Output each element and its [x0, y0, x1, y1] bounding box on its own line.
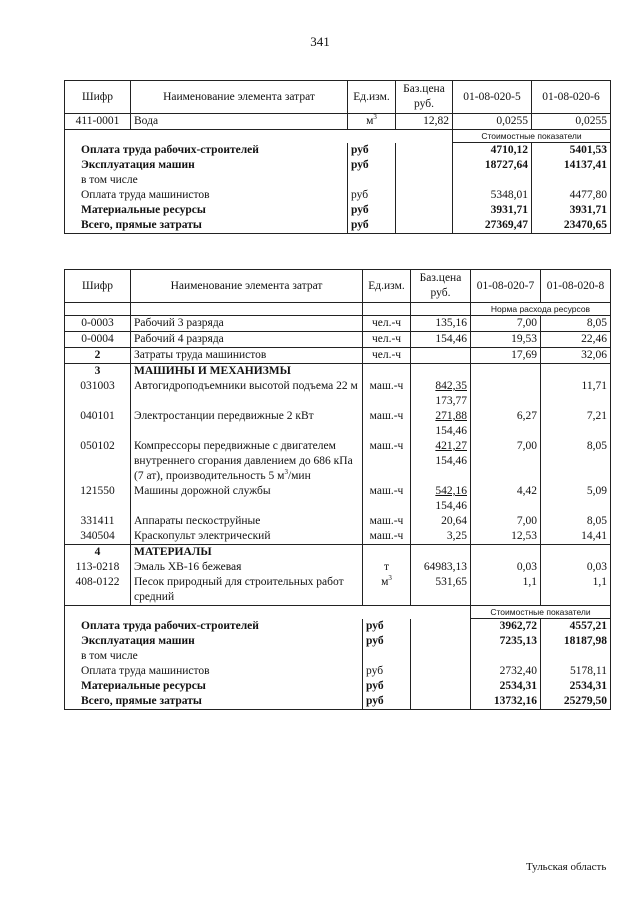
row-price	[411, 545, 471, 561]
cost-unit: руб	[363, 679, 411, 694]
row-unit: маш.-ч	[363, 439, 411, 484]
row-unit: чел.-ч	[363, 332, 411, 348]
section-code: 3	[65, 364, 131, 380]
row-price: 12,82	[396, 114, 453, 130]
row-unit: маш.-ч	[363, 484, 411, 514]
cost-value-1: 5348,01	[453, 188, 532, 203]
row-price: 542,16 154,46	[411, 484, 471, 514]
resource-table-1	[64, 80, 611, 234]
row-unit	[363, 545, 411, 561]
cost-row	[65, 649, 611, 664]
cost-unit: руб	[348, 158, 396, 173]
header-name: Наименование элемента затрат	[131, 270, 363, 303]
cost-empty	[411, 679, 471, 694]
cost-value-1: 2732,40	[471, 664, 541, 679]
table-row	[65, 379, 611, 409]
section-title: МАТЕРИАЛЫ	[131, 545, 363, 561]
cost-unit: руб	[348, 143, 396, 159]
norm-label-row	[65, 303, 611, 316]
cost-empty	[411, 634, 471, 649]
table-row	[65, 529, 611, 545]
cost-value-2: 23470,65	[532, 218, 611, 234]
row-value-2: 22,46	[541, 332, 611, 348]
cost-value-2: 14137,41	[532, 158, 611, 173]
cost-value-1: 27369,47	[453, 218, 532, 234]
row-code: 408-0122	[65, 575, 131, 606]
row-value-1: 7,00	[471, 316, 541, 332]
row-value-2	[541, 364, 611, 380]
row-code: 0-0004	[65, 332, 131, 348]
cost-unit: руб	[363, 634, 411, 649]
cost-unit	[348, 173, 396, 188]
table-row	[65, 114, 611, 130]
row-code: 040101	[65, 409, 131, 439]
cost-empty	[396, 143, 453, 159]
table-header-row	[65, 270, 611, 303]
cost-row	[65, 679, 611, 694]
cost-empty	[396, 203, 453, 218]
table-row	[65, 484, 611, 514]
cost-value-2: 2534,31	[541, 679, 611, 694]
row-unit: маш.-ч	[363, 529, 411, 545]
cost-value-1: 7235,13	[471, 634, 541, 649]
row-unit: чел.-ч	[363, 316, 411, 332]
row-value-2: 1,1	[541, 575, 611, 606]
row-price: 20,64	[411, 514, 471, 529]
row-value-1: 17,69	[471, 348, 541, 364]
cost-name: Оплата труда рабочих-строителей	[65, 619, 363, 635]
cost-value-2: 5178,11	[541, 664, 611, 679]
row-name: Электростанции передвижные 2 кВт	[131, 409, 363, 439]
header-unit: Ед.изм.	[363, 270, 411, 303]
row-value-2: 5,09	[541, 484, 611, 514]
row-value-1: 7,00	[471, 439, 541, 484]
row-price	[411, 348, 471, 364]
page-number: 341	[310, 34, 330, 49]
row-price: 135,16	[411, 316, 471, 332]
row-name: Песок природный для строительных работ средний	[131, 575, 363, 606]
row-code: 411-0001	[65, 114, 131, 130]
row-value-2: 14,41	[541, 529, 611, 545]
row-value-2: 0,0255	[532, 114, 611, 130]
row-value-1: 0,0255	[453, 114, 532, 130]
resource-table-2	[64, 269, 611, 710]
row-name: Компрессоры передвижные с двигателем внутреннего сгорания давлением до 686 кПа (7 ат), производительность 5 $м^3$/мин	[131, 439, 363, 484]
cost-value-1: 13732,16	[471, 694, 541, 710]
cost-row	[65, 694, 611, 710]
header-code: Шифр	[65, 81, 131, 114]
row-name: Вода	[131, 114, 348, 130]
header-name: Наименование элемента затрат	[131, 81, 348, 114]
cost-name: Всего, прямые затраты	[65, 218, 348, 234]
cost-indicators-label: Стоимостные показатели	[471, 606, 611, 619]
cost-name: Оплата труда машинистов	[65, 188, 348, 203]
row-value-2: 32,06	[541, 348, 611, 364]
row-price: 271,88 154,46	[411, 409, 471, 439]
row-value-1	[471, 545, 541, 561]
row-code: 0-0003	[65, 316, 131, 332]
row-unit: чел.-ч	[363, 348, 411, 364]
header-col-1: 01-08-020-5	[453, 81, 532, 114]
cost-empty	[396, 218, 453, 234]
cost-name: Эксплуатация машин	[65, 634, 363, 649]
row-code: 031003	[65, 379, 131, 409]
cost-unit: руб	[363, 664, 411, 679]
cost-empty	[411, 664, 471, 679]
table-row	[65, 575, 611, 606]
cost-row	[65, 218, 611, 234]
table-row	[65, 409, 611, 439]
header-price: Баз.цена руб.	[396, 81, 453, 114]
row-name: Краскопульт электрический	[131, 529, 363, 545]
cost-label-row	[65, 130, 611, 143]
header-code: Шифр	[65, 270, 131, 303]
cost-value-1	[471, 649, 541, 664]
row-code: 113-0218	[65, 560, 131, 575]
cost-value-2: 3931,71	[532, 203, 611, 218]
cost-value-2: 5401,53	[532, 143, 611, 159]
cost-name: Всего, прямые затраты	[65, 694, 363, 710]
row-name: Эмаль ХВ-16 бежевая	[131, 560, 363, 575]
row-name: Рабочий 3 разряда	[131, 316, 363, 332]
row-value-1: 4,42	[471, 484, 541, 514]
row-value-2: 7,21	[541, 409, 611, 439]
row-value-2: 0,03	[541, 560, 611, 575]
cost-empty	[411, 619, 471, 635]
cost-value-1: 3962,72	[471, 619, 541, 635]
row-name: Затраты труда машинистов	[131, 348, 363, 364]
row-value-2: 8,05	[541, 439, 611, 484]
cost-value-2: 4557,21	[541, 619, 611, 635]
cost-value-2	[532, 173, 611, 188]
row-value-1: 0,03	[471, 560, 541, 575]
row-value-1: 6,27	[471, 409, 541, 439]
cost-name: в том числе	[65, 649, 363, 664]
row-name: Аппараты пескоструйные	[131, 514, 363, 529]
row-unit: $м^3$	[363, 575, 411, 606]
cost-name: Эксплуатация машин	[65, 158, 348, 173]
cost-empty	[411, 649, 471, 664]
row-unit: маш.-ч	[363, 514, 411, 529]
table-row	[65, 316, 611, 332]
section-row	[65, 364, 611, 380]
cost-name: Оплата труда машинистов	[65, 664, 363, 679]
header-unit: Ед.изм.	[348, 81, 396, 114]
cost-empty	[411, 694, 471, 710]
cost-value-1	[453, 173, 532, 188]
row-value-2: 8,05	[541, 514, 611, 529]
row-value-1	[471, 364, 541, 380]
cost-value-2: 18187,98	[541, 634, 611, 649]
cost-unit: руб	[363, 694, 411, 710]
row-value-1	[471, 379, 541, 409]
cost-value-1: 4710,12	[453, 143, 532, 159]
cost-row	[65, 188, 611, 203]
row-name: Автогидроподъемники высотой подъема 22 м	[131, 379, 363, 409]
cost-name: Материальные ресурсы	[65, 203, 348, 218]
table-row	[65, 332, 611, 348]
row-price: 154,46	[411, 332, 471, 348]
cost-row	[65, 664, 611, 679]
cost-empty	[396, 158, 453, 173]
row-value-2: 8,05	[541, 316, 611, 332]
table-row	[65, 439, 611, 484]
cost-value-1: 3931,71	[453, 203, 532, 218]
cost-row	[65, 143, 611, 159]
row-value-1: 7,00	[471, 514, 541, 529]
row-value-1: 19,53	[471, 332, 541, 348]
row-unit	[363, 364, 411, 380]
row-value-1: 1,1	[471, 575, 541, 606]
row-price: 842,35 173,77	[411, 379, 471, 409]
cost-row	[65, 619, 611, 635]
row-code: 121550	[65, 484, 131, 514]
section-title: МАШИНЫ И МЕХАНИЗМЫ	[131, 364, 363, 380]
cost-unit: руб	[348, 188, 396, 203]
cost-value-2: 25279,50	[541, 694, 611, 710]
row-price: 64983,13	[411, 560, 471, 575]
cost-unit: руб	[348, 218, 396, 234]
row-price: 3,25	[411, 529, 471, 545]
cost-name: Оплата труда рабочих-строителей	[65, 143, 348, 159]
row-price	[411, 364, 471, 380]
row-code: 050102	[65, 439, 131, 484]
cost-row	[65, 634, 611, 649]
cost-row	[65, 173, 611, 188]
row-name: Машины дорожной службы	[131, 484, 363, 514]
table-row	[65, 560, 611, 575]
cost-empty	[396, 173, 453, 188]
cost-empty	[65, 606, 471, 619]
cost-unit: руб	[363, 619, 411, 635]
cost-row	[65, 158, 611, 173]
row-unit: маш.-ч	[363, 379, 411, 409]
section-row	[65, 545, 611, 561]
cost-row	[65, 203, 611, 218]
cost-indicators-label: Стоимостные показатели	[453, 130, 611, 143]
header-col-1: 01-08-020-7	[471, 270, 541, 303]
row-price: 531,65	[411, 575, 471, 606]
cost-value-2	[541, 649, 611, 664]
table-row	[65, 348, 611, 364]
cost-name: в том числе	[65, 173, 348, 188]
row-value-2: 11,71	[541, 379, 611, 409]
header-col-2: 01-08-020-6	[532, 81, 611, 114]
row-code: 340504	[65, 529, 131, 545]
row-name: Рабочий 4 разряда	[131, 332, 363, 348]
row-value-2	[541, 545, 611, 561]
row-code: 331411	[65, 514, 131, 529]
cost-empty	[396, 188, 453, 203]
row-unit: $м^3$	[348, 114, 396, 130]
cost-unit	[363, 649, 411, 664]
footer-region: Тульская область	[526, 861, 607, 873]
row-code: 2	[65, 348, 131, 364]
cost-value-2: 4477,80	[532, 188, 611, 203]
cost-label-row	[65, 606, 611, 619]
cost-name: Материальные ресурсы	[65, 679, 363, 694]
header-col-2: 01-08-020-8	[541, 270, 611, 303]
table-header-row	[65, 81, 611, 114]
row-unit: т	[363, 560, 411, 575]
cost-value-1: 18727,64	[453, 158, 532, 173]
row-value-1: 12,53	[471, 529, 541, 545]
cost-value-1: 2534,31	[471, 679, 541, 694]
table-row	[65, 514, 611, 529]
row-unit: маш.-ч	[363, 409, 411, 439]
section-code: 4	[65, 545, 131, 561]
norm-label: Норма расхода ресурсов	[471, 303, 611, 316]
cost-unit: руб	[348, 203, 396, 218]
header-price: Баз.цена руб.	[411, 270, 471, 303]
row-price: 421,27 154,46	[411, 439, 471, 484]
